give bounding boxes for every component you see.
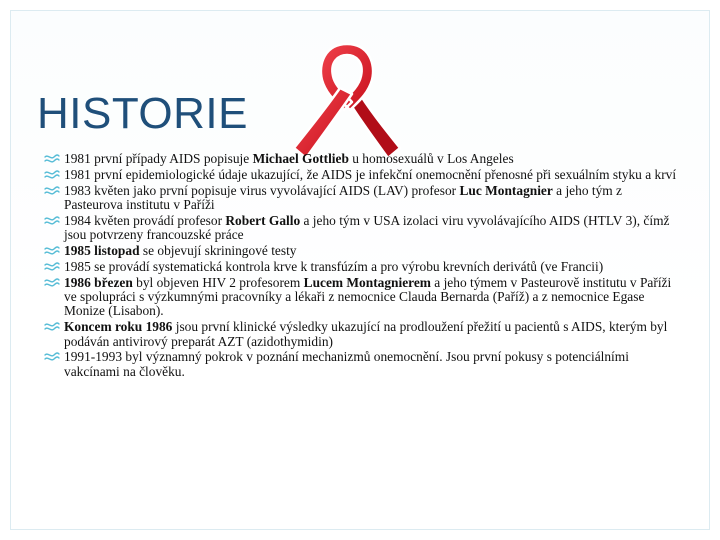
bullet-item [44,260,684,274]
bullet-item [44,152,684,166]
bullet-item [44,184,684,213]
wave-bullet-icon [44,322,60,332]
wave-bullet-icon [44,186,60,196]
bullet-bold-text: 1986 březen [64,274,133,290]
bullet-text: a jeho týmem v Pasteurově institutu v Paříži ve spolupráci s výzkumnými pracovníky a lékaři z nemocnice Clauda Bernarda (Paříž) a z nemocnice Egase Monize (Lisabon). [64,274,672,319]
bullet-text: 1985 se provádí systematická kontrola krve k transfúzím a pro výrobu krevních derivátů (ve Francii) [64,258,604,274]
bullet-item [44,244,684,258]
bullet-item [44,320,684,349]
bullet-text: 1984 květen provádí profesor [64,212,226,228]
bullet-text: 1981 první epidemiologické údaje ukazující, že AIDS je infekční onemocnění přenosné při sexuálním styku a krví [64,166,677,182]
slide-title: HISTORIE [37,89,249,138]
bullet-text: 1981 první případy AIDS popisuje [64,151,253,166]
wave-bullet-icon [44,278,60,288]
wave-bullet-icon [44,216,60,226]
bullet-item [44,214,684,243]
bullet-bold-text: Michael Gottlieb [252,151,349,166]
red-ribbon-icon [292,36,402,164]
bullet-bold-text: Lucem Montagnierem [303,274,431,290]
bullet-text: byl objeven HIV 2 profesorem [132,274,304,290]
wave-bullet-icon [44,246,60,256]
wave-bullet-icon [44,154,60,164]
bullet-bold-text: Koncem roku 1986 [64,319,173,335]
bullet-item [44,350,684,379]
bullet-text: 1983 květen jako první popisuje virus vyvolávající AIDS (LAV) profesor [64,182,460,198]
bullet-bold-text: 1985 listopad [64,243,140,258]
bullet-text: u homosexuálů v Los Angeles [348,151,514,166]
bullet-text: jsou první klinické výsledky ukazující na prodloužení přežití u pacientů s AIDS, kterým byl podáván antivirový preparát AZT (azidothymidin) [64,319,668,349]
bullet-bold-text: Luc Montagnier [459,182,553,198]
bullet-item [44,276,684,319]
wave-bullet-icon [44,170,60,180]
wave-bullet-icon [44,352,60,362]
bullet-bold-text: Robert Gallo [225,212,301,228]
bullet-text: 1991-1993 byl významný pokrok v poznání mechanizmů onemocnění. Jsou první pokusy s potenciálními vakcínami na člověku. [64,349,629,379]
bullet-text: se objevují skriningové testy [139,243,297,258]
bullet-text: a jeho tým z Pasteurova institutu v Paříži [64,182,622,212]
bullet-text: a jeho tým v USA izolaci viru vyvolávajícího AIDS (HTLV 3), čímž jsou potvrzeny francouzské práce [64,212,670,243]
bullet-item [44,168,684,182]
bullet-list [44,152,684,381]
wave-bullet-icon [44,262,60,272]
